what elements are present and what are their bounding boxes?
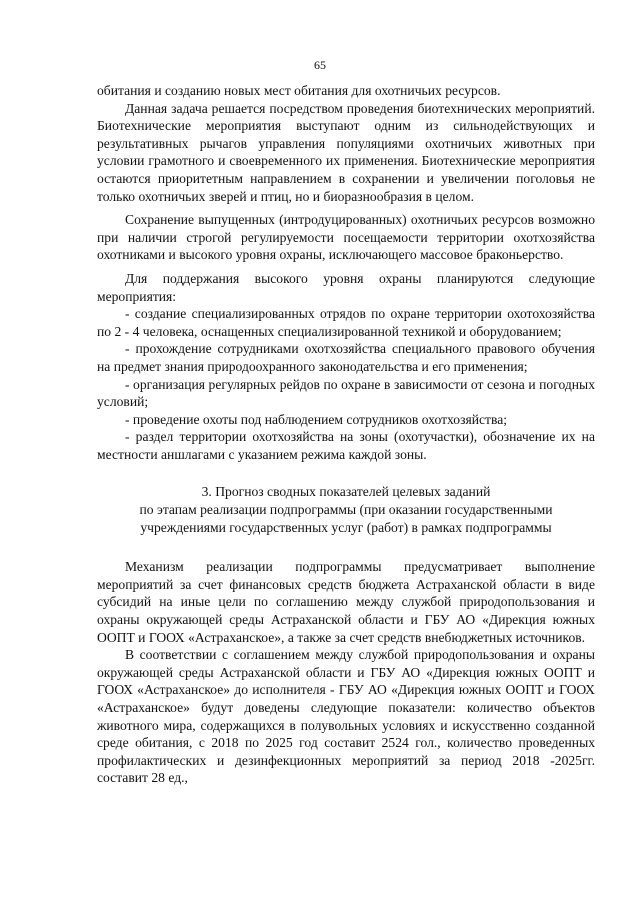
measure-item: - организация регулярных рейдов по охране в зависимости от сезона и погодных условий; — [97, 376, 595, 410]
paragraph-protection-intro: Для поддержания высокого уровня охраны планируются следующие мероприятия: — [97, 270, 595, 304]
paragraph-agreement: В соответствии с соглашением между службой природопользования и охраны окружающей среды Астраханской области и ГБУ АО «Дирекция южных ООПТ и ГООХ «Астраханское» до исполнителя - ГБУ АО «Дирекция южных ООПТ и ГООХ «Астраханское» будут доведены следующие показатели: количество объектов животного мира, содержащихся в полувольных условиях и искусственно созданной среде обитания, с 2018 по 2025 год составит 2524 гол., количество проведенных профилактических и дезинфекционных мероприятий за период 2018 -2025гг. составит 28 ед., — [97, 647, 595, 786]
paragraph-mechanism: Механизм реализации подпрограммы предусматривает выполнение мероприятий за счет финансовых средств бюджета Астраханской области в виде субсидий на иные цели по соглашению между службой природопользования и охраны окружающей среды Астраханской области и ГБУ АО «Дирекция южных ООПТ и ГООХ «Астраханское», а также за счет средств внебюджетных источников. — [97, 559, 595, 645]
paragraph-conservation: Сохранение выпущенных (интродуцированных) охотничьих ресурсов возможно при наличии строгой регулируемости посещаемости территории охотхозяйства охотниками и высокого уровня охраны, исключающего массовое браконьерство. — [97, 212, 595, 263]
paragraph-continuation: обитания и созданию новых мест обитания для охотничьих ресурсов. — [97, 83, 501, 98]
section-heading — [97, 483, 595, 536]
section-heading-line: учреждениями государственных услуг (работ) в рамках подпрограммы — [140, 519, 552, 535]
paragraph-biotechnical: Данная задача решается посредством проведения биотехнических мероприятий. Биотехнические мероприятия выступают одним из сильнодействующих и результативных рычагов управления популяциями охотничьих животных при условии грамотного и своевременного их применения. Биотехнические мероприятия остаются приоритетным направлением в сохранении и увеличении поголовья не только охотничьих зверей и птиц, но и биоразнообразия в целом. — [97, 100, 595, 204]
measure-item: - раздел территории охотхозяйства на зоны (охотучастки), обозначение их на местности аншлагами с указанием режима каждой зоны. — [97, 429, 595, 462]
measure-item: - проведение охоты под наблюдением сотрудников охотхозяйства; — [125, 411, 508, 427]
measure-item: - прохождение сотрудниками охотхозяйства специального правового обучения на предмет знания природоохранного законодательства и его применения; — [97, 341, 595, 374]
section-heading-line: по этапам реализации подпрограммы (при оказании государственными — [139, 502, 553, 518]
page-number: 65 — [314, 58, 326, 72]
document-body — [97, 82, 595, 787]
measure-item: - создание специализированных отрядов по охране территории охотохозяйства по 2 - 4 человека, оснащенных специализированной техникой и оборудованием; — [97, 306, 595, 339]
section-heading-line: 3. Прогноз сводных показателей целевых заданий — [201, 484, 491, 500]
